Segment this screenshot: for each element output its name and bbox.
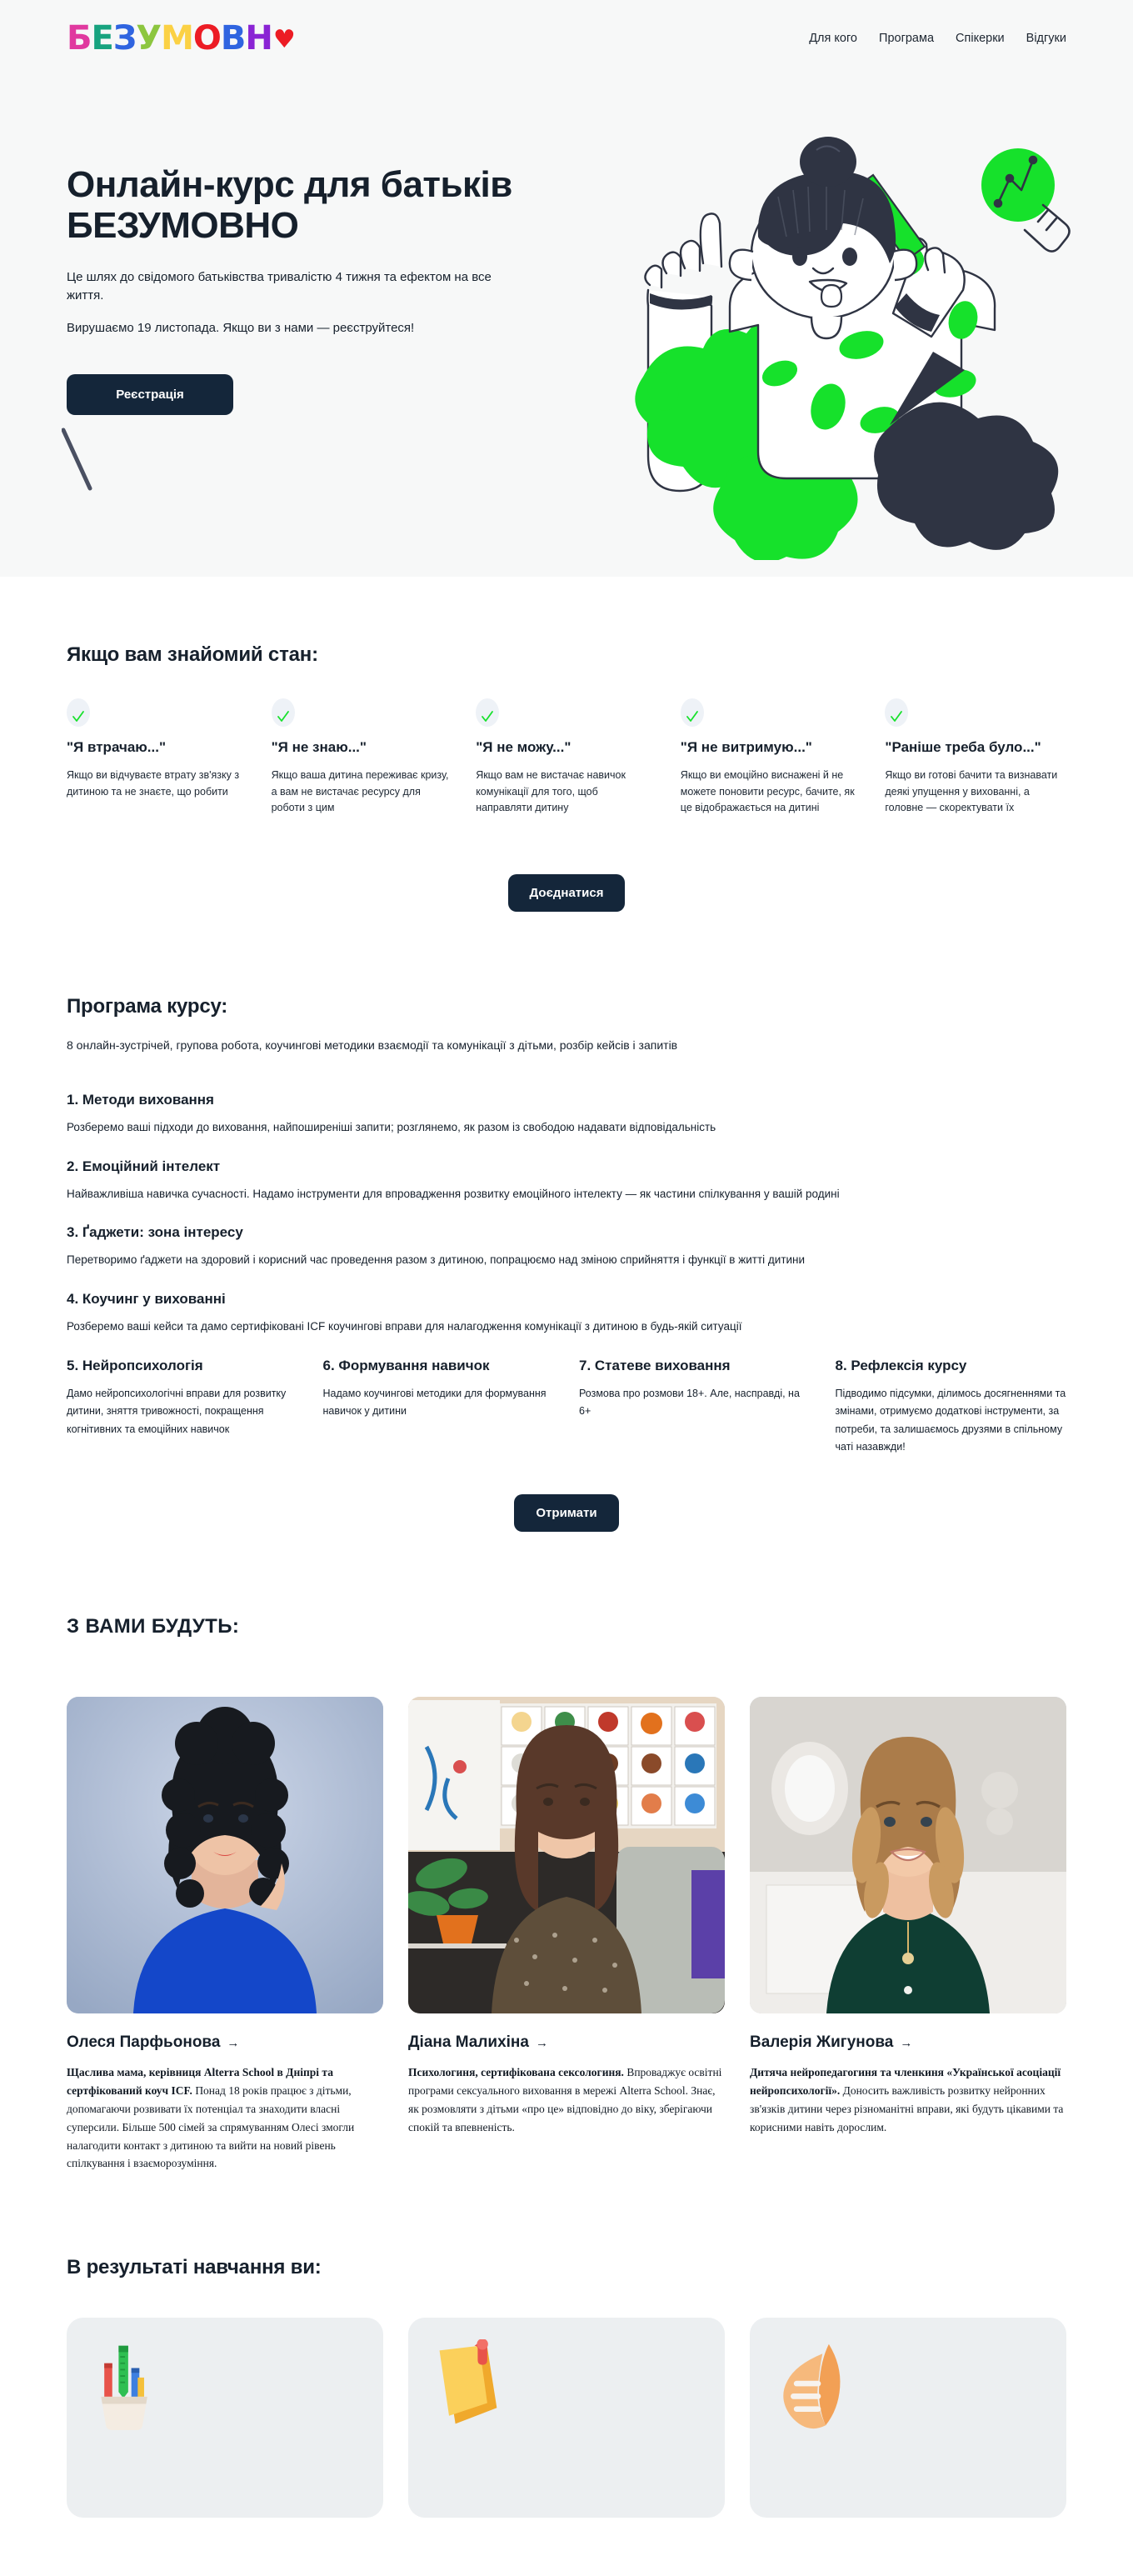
program-item-text: Найважливіша навичка сучасності. Надамо інструменти для впровадження розвитку емоційного інтелекту — як частини спілкування у вашій родині <box>67 1187 840 1200</box>
pain-card <box>681 698 862 816</box>
program-item-text: Розмова про розмови 18+. Але, насправді, на 6+ <box>579 1388 800 1418</box>
pain-card <box>67 698 248 816</box>
hero-registration-button[interactable]: Реєстрація <box>67 374 233 415</box>
hero-paragraph-1: Це шлях до свідомого батьківства тривалістю 4 тижня та ефектом на все життя. <box>67 269 492 303</box>
program-item-text: Надамо коучингові методики для формування навичок у дитини <box>322 1388 547 1418</box>
program-title: Програма курсу: <box>67 995 228 1018</box>
nav-link-dlya-kogo[interactable]: Для кого <box>809 32 858 45</box>
hero-title-line-1: Онлайн-курс для батьків <box>67 164 512 205</box>
hero-title-line-2: БЕЗУМОВНО <box>67 205 299 247</box>
program-item-heading: 6. Формування навичок <box>322 1358 490 1374</box>
program-item-text: Розберемо ваші кейси та дамо сертифіковані ICF коучингові вправи для налагодження комунікації з дитиною в будь-якій ситуації <box>67 1319 742 1333</box>
program-item-text: Перетворимо ґаджети на здоровий і корисний час проведення разом з дитиною, попрацюємо над зміною сприйняття і функції в житті дитини <box>67 1253 806 1267</box>
speaker-bio-lead: Дитяча нейропедагогиня та членкиня «Української асоціації нейропсихології». <box>750 2066 1061 2098</box>
program-item-heading: 3. Ґаджети: зона інтересу <box>67 1224 243 1241</box>
program-item <box>67 1291 1066 1336</box>
pains-join-button[interactable]: Доєднатися <box>508 874 626 912</box>
pain-card <box>476 698 657 816</box>
program-item-heading: 7. Статеве виховання <box>579 1358 731 1374</box>
speaker-card[interactable] <box>67 1697 383 2173</box>
results-section <box>67 2173 1066 2518</box>
program-item <box>67 1224 1066 1269</box>
pain-heading: "Раніше треба було..." <box>885 739 1041 755</box>
logo-letter-6: В <box>220 19 246 58</box>
program-item <box>67 1092 1066 1137</box>
check-icon <box>272 698 295 727</box>
hero-title <box>67 164 550 247</box>
speaker-bio-lead: Психологиня, сертифікована сексологиня. <box>408 2066 624 2079</box>
pain-text: Якщо вам не вистачає навичок комунікації для того, щоб направляти дитину <box>476 769 626 813</box>
speaker-card[interactable] <box>750 1697 1066 2173</box>
pain-text: Якщо ви відчуваєте втрату зв'язку з дитиною та не знаєте, що робити <box>67 769 240 798</box>
decorative-stroke <box>62 427 95 493</box>
result-card <box>67 2318 383 2518</box>
program-section <box>67 912 1066 1532</box>
pains-grid <box>67 698 1066 816</box>
top-navigation <box>67 0 1066 77</box>
pain-card <box>272 698 453 816</box>
program-lead: 8 онлайн-зустрічей, групова робота, коучингові методики взаємодії та комунікації з дітьми, розбір кейсів і запитів <box>67 1038 678 1053</box>
hero-copy <box>67 77 550 415</box>
nav-link-vidhuky[interactable]: Відгуки <box>1026 32 1066 45</box>
program-item-heading: 4. Коучинг у вихованні <box>67 1290 226 1307</box>
check-icon <box>885 698 908 727</box>
results-grid <box>67 2318 1066 2518</box>
speaker-photo <box>750 1697 1066 2013</box>
program-item-heading: 5. Нейропсихологія <box>67 1358 203 1374</box>
logo-letter-3: У <box>136 19 162 58</box>
hero-section <box>0 0 1133 577</box>
results-title: В результаті навчання ви: <box>67 2256 322 2279</box>
result-card <box>408 2318 725 2518</box>
speaker-card[interactable] <box>408 1697 725 2173</box>
pain-heading: "Я не знаю..." <box>271 739 367 755</box>
speaker-bio <box>408 2063 725 2136</box>
speakers-section <box>67 1532 1066 2173</box>
pain-heading: "Я не можу..." <box>476 739 571 755</box>
speaker-bio-rest: Доносить важливість розвитку нейронних зв'язків дитини через різноманітні вправи, які будуть цікавими та корисними навіть дорослим. <box>750 2084 1064 2133</box>
result-card <box>750 2318 1066 2518</box>
nav-links <box>809 32 1066 45</box>
speaker-bio-rest: Впроваджує освітні програми сексуального виховання в мережі Alterra School. Знає, як розмовляти з дітьми «про це» відповідно до віку, зберігаючи спокій та впевненість. <box>408 2066 722 2133</box>
check-icon <box>476 698 499 727</box>
program-item <box>323 1357 555 1456</box>
pains-section <box>67 577 1066 912</box>
pain-text: Якщо ви емоційно виснажені й не можете поновити ресурс, бачите, як це відображається на дитині <box>680 769 855 813</box>
speaker-photo <box>67 1697 383 2013</box>
heart-icon: ♥ <box>272 25 295 54</box>
nav-link-spikerky[interactable]: Спікерки <box>956 32 1005 45</box>
brand-logo[interactable] <box>67 19 295 58</box>
logo-letter-4: М <box>161 19 193 58</box>
hero-illustration <box>623 127 1090 560</box>
speaker-name-row[interactable] <box>408 2033 725 2052</box>
arrow-right-icon: → <box>227 2036 240 2051</box>
logo-letter-1: Е <box>91 19 113 58</box>
program-item-heading: 1. Методи виховання <box>67 1092 214 1108</box>
speaker-name-row[interactable] <box>750 2033 1066 2052</box>
program-grid <box>67 1357 1066 1456</box>
nav-link-programa[interactable]: Програма <box>879 32 935 45</box>
check-icon <box>681 698 704 727</box>
program-item <box>67 1357 298 1456</box>
speaker-name: Олеся Парфьонова <box>67 2033 221 2052</box>
check-icon <box>67 698 90 727</box>
program-item-text: Підводимо підсумки, ділимось досягненнями та змінами, отримуємо додаткові інструменти, за потреби, та залишаємось друзями в спільному чаті назавжди! <box>835 1388 1066 1453</box>
logo-letter-7: Н <box>245 19 272 58</box>
logo-letter-5: О <box>192 19 221 58</box>
program-item <box>67 1158 1066 1203</box>
speakers-title: З ВАМИ БУДУТЬ: <box>67 1615 240 1638</box>
speaker-bio <box>750 2063 1066 2136</box>
speaker-bio-lead: Щаслива мама, керівниця Alterra School в Дніпрі та сертфікований коуч ICF. <box>67 2066 333 2098</box>
pain-card <box>885 698 1066 816</box>
program-item-text: Розберемо ваші підходи до виховання, найпоширеніші запити; розглянемо, як разом із свободою надавати відповідальність <box>67 1121 716 1134</box>
pains-title: Якщо вам знайомий стан: <box>67 643 318 666</box>
pain-heading: "Я не витримую..." <box>680 739 812 755</box>
megaphone-icon <box>773 2339 845 2431</box>
program-item-heading: 8. Рефлексія курсу <box>835 1358 967 1374</box>
sticky-note-pin-icon <box>432 2339 503 2431</box>
program-item <box>836 1357 1067 1456</box>
pain-text: Якщо ви готові бачити та визнавати деякі упущення у вихованні, а головне — скоректувати їх <box>885 769 1058 813</box>
program-item-heading: 2. Емоційний інтелект <box>67 1158 221 1174</box>
logo-letter-0: Б <box>67 19 92 58</box>
speakers-grid <box>67 1697 1066 2173</box>
logo-letter-2: З <box>112 19 137 58</box>
arrow-right-icon: → <box>900 2036 913 2051</box>
speaker-photo <box>408 1697 725 2013</box>
program-item <box>579 1357 811 1456</box>
speaker-name: Діана Малихіна <box>408 2033 529 2052</box>
speaker-name-row[interactable] <box>67 2033 383 2052</box>
pain-text: Якщо ваша дитина переживає кризу, а вам не вистачає ресурсу для роботи з цим <box>271 769 449 813</box>
speaker-name: Валерія Жигунова <box>750 2033 894 2052</box>
pain-heading: "Я втрачаю..." <box>67 739 167 755</box>
program-item-text: Дамо нейропсихологічні вправи для розвитку дитини, зняття тривожності, покращення когнітивних та емоційних навичок <box>67 1388 287 1435</box>
program-get-button[interactable]: Отримати <box>514 1494 618 1532</box>
pencil-cup-icon <box>90 2339 162 2431</box>
hero-body <box>67 77 1066 577</box>
speaker-bio <box>67 2063 383 2173</box>
arrow-right-icon: → <box>535 2036 548 2051</box>
speaker-bio-rest: Понад 18 років працює з дітьми, допомагаючи розвивати їх потенціал та знаходити власні суперсили. Більше 500 сімей за спрямуванням Олесі змогли налагодити контакт з дитиною та вийти на новий рівень спілкування і взаєморозуміння. <box>67 2084 355 2170</box>
hero-paragraph-2: Вирушаємо 19 листопада. Якщо ви з нами — реєструйтеся! <box>67 320 415 335</box>
